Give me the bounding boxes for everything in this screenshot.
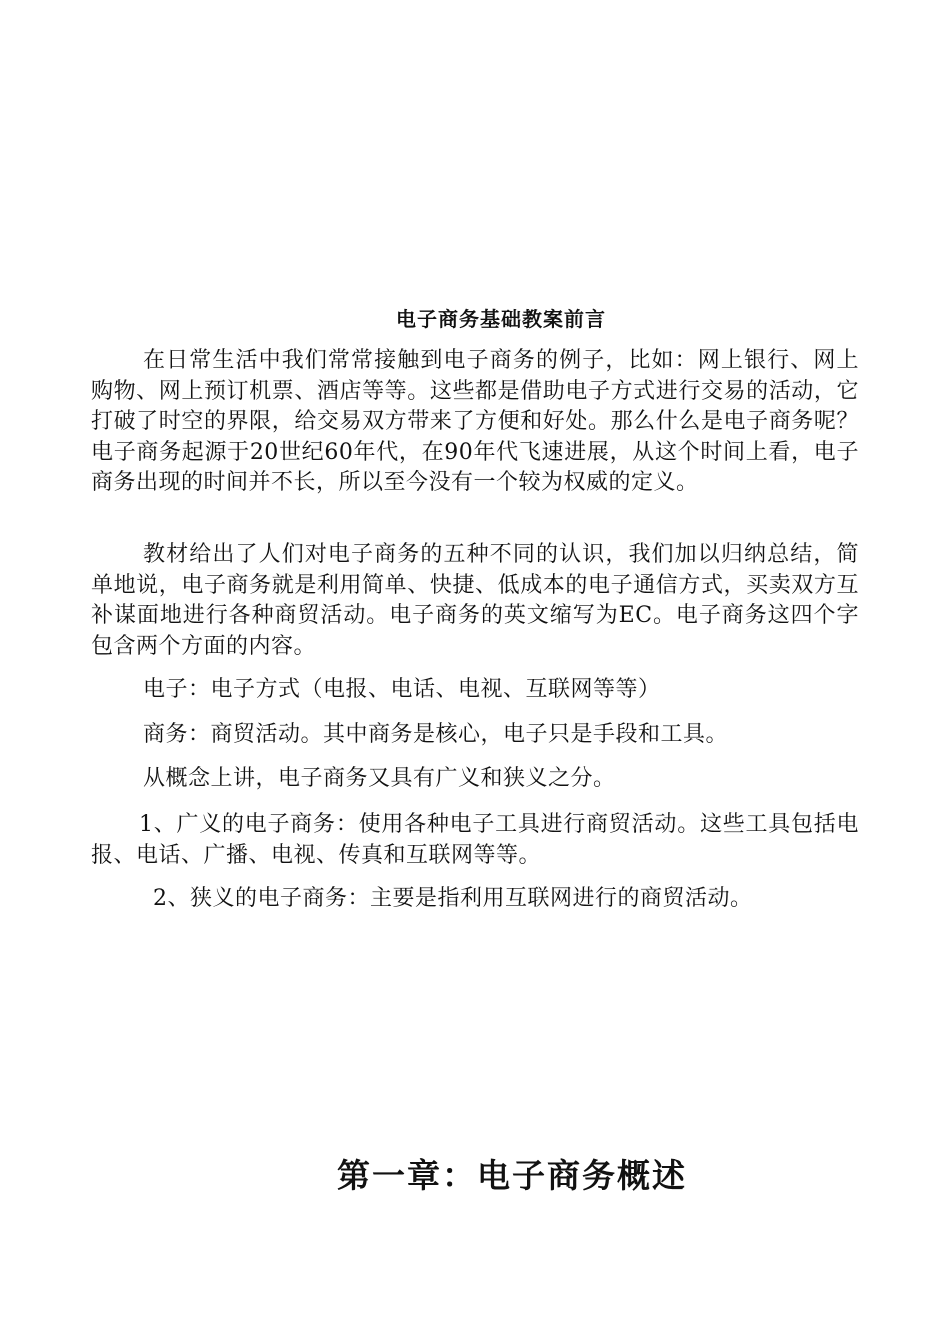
paragraph-concept: 从概念上讲，电子商务又具有广义和狭义之分。	[143, 766, 616, 791]
paragraph-narrow-sense: 2、狭义的电子商务：主要是指利用互联网进行的商贸活动。	[153, 886, 753, 911]
paragraph-electronic: 电子：电子方式（电报、电话、电视、互联网等等）	[143, 677, 661, 702]
paragraph-broad-sense: 1、广义的电子商务：使用各种电子工具进行商贸活动。这些工具包括电报、电话、广播、电视、传真和互联网等等。	[91, 812, 859, 868]
preface-title: 电子商务基础教案前言	[396, 307, 606, 331]
paragraph-definition: 教材给出了人们对电子商务的五种不同的认识，我们加以归纳总结，简单地说，电子商务就是利用简单、快捷、低成本的电子通信方式，买卖双方互补谋面地进行各种商贸活动。电子商务的英文缩写为EC。电子商务这四个字包含两个方面的内容。	[91, 542, 859, 659]
chapter-title: 第一章：电子商务概述	[337, 1156, 687, 1195]
paragraph-intro: 在日常生活中我们常常接触到电子商务的例子，比如：网上银行、网上购物、网上预订机票、酒店等等。这些都是借助电子方式进行交易的活动，它打破了时空的界限，给交易双方带来了方便和好处。那么什么是电子商务呢？电子商务起源于20世纪60年代，在90年代飞速进展，从这个时间上看，电子商务出现的时间并不长，所以至今没有一个较为权威的定义。	[91, 348, 859, 495]
paragraph-commerce: 商务：商贸活动。其中商务是核心，电子只是手段和工具。	[143, 722, 729, 747]
